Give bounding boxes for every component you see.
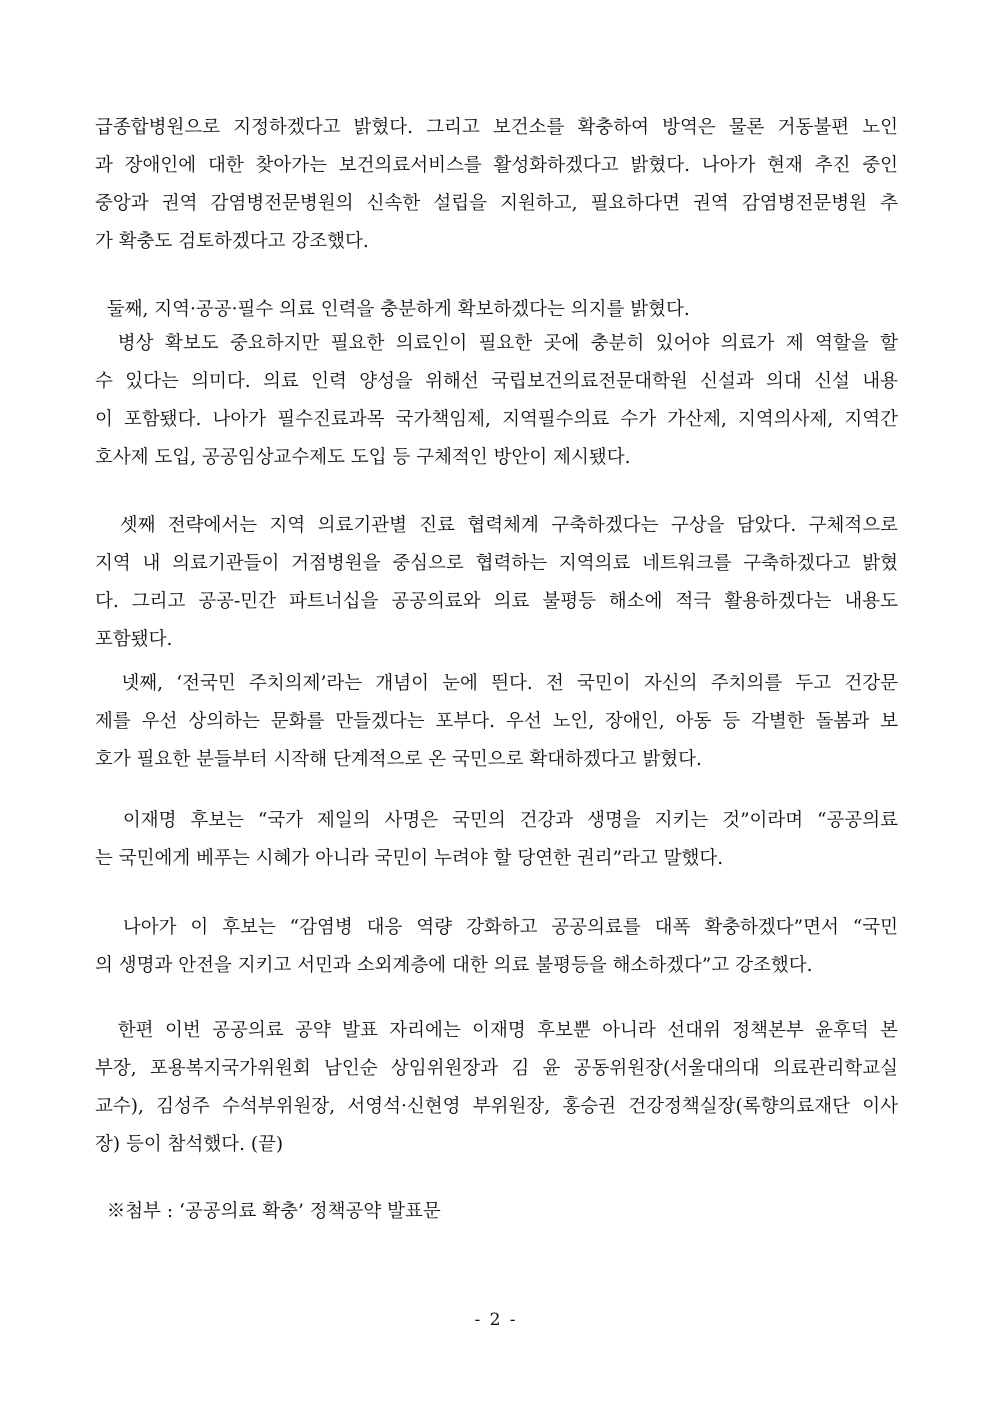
paragraph-7-line-3: 교수), 김성주 수석부위원장, 서영석·신현영 부위원장, 홍승권 건강정책실장(록향의료재단 이사 (95, 1096, 898, 1117)
paragraph-2-line-5: 호사제 도입, 공공임상교수제도 도입 등 구체적인 방안이 제시됐다. (95, 447, 631, 468)
paragraph-5-line-2: 는 국민에게 베푸는 시혜가 아니라 국민이 누려야 할 당연한 권리”라고 말했다. (95, 848, 724, 869)
attachment-note: ※첨부 : ‘공공의료 확충’ 정책공약 발표문 (95, 1201, 441, 1222)
paragraph-5-line-1: 이재명 후보는 “국가 제일의 사명은 국민의 건강과 생명을 지키는 것”이라며 “공공의료 (95, 810, 898, 831)
paragraph-3-line-1: 셋째 전략에서는 지역 의료기관별 진료 협력체계 구축하겠다는 구상을 담았다. 구체적으로 (95, 515, 898, 536)
paragraph-2-line-3: 수 있다는 의미다. 의료 인력 양성을 위해선 국립보건의료전문대학원 신설과 의대 신설 내용 (95, 371, 898, 392)
paragraph-1-line-4: 가 확충도 검토하겠다고 강조했다. (95, 231, 369, 252)
paragraph-6-line-2: 의 생명과 안전을 지키고 서민과 소외계층에 대한 의료 불평등을 해소하겠다”고 강조했다. (95, 955, 813, 976)
paragraph-1-line-3: 중앙과 권역 감염병전문병원의 신속한 설립을 지원하고, 필요하다면 권역 감염병전문병원 추 (95, 193, 898, 214)
paragraph-6-line-1: 나아가 이 후보는 “감염병 대응 역량 강화하고 공공의료를 대폭 확충하겠다”면서 “국민 (95, 917, 898, 938)
paragraph-2-line-4: 이 포함됐다. 나아가 필수진료과목 국가책임제, 지역필수의료 수가 가산제, 지역의사제, 지역간 (95, 409, 898, 430)
paragraph-3-line-3: 다. 그리고 공공-민간 파트너십을 공공의료와 의료 불평등 해소에 적극 활용하겠다는 내용도 (95, 591, 898, 612)
paragraph-3-line-4: 포함됐다. (95, 629, 173, 650)
page-number: - 2 - (474, 1310, 518, 1330)
paragraph-4-line-1: 넷째, ‘전국민 주치의제’라는 개념이 눈에 띈다. 전 국민이 자신의 주치의를 두고 건강문 (95, 673, 898, 694)
paragraph-3-line-2: 지역 내 의료기관들이 거점병원을 중심으로 협력하는 지역의료 네트워크를 구축하겠다고 밝혔 (95, 553, 898, 574)
paragraph-7-line-4: 장) 등이 참석했다. (끝) (95, 1134, 284, 1155)
paragraph-1-line-2: 과 장애인에 대한 찾아가는 보건의료서비스를 활성화하겠다고 밝혔다. 나아가 현재 추진 중인 (95, 155, 898, 176)
paragraph-1-line-1: 급종합병원으로 지정하겠다고 밝혔다. 그리고 보건소를 확충하여 방역은 물론 거동불편 노인 (95, 117, 898, 138)
paragraph-4-line-3: 호가 필요한 분들부터 시작해 단계적으로 온 국민으로 확대하겠다고 밝혔다. (95, 749, 702, 770)
paragraph-2-line-1: 둘째, 지역·공공·필수 의료 인력을 충분하게 확보하겠다는 의지를 밝혔다. (95, 299, 690, 320)
paragraph-7-line-1: 한편 이번 공공의료 공약 발표 자리에는 이재명 후보뿐 아니라 선대위 정책본부 윤후덕 본 (95, 1020, 898, 1041)
paragraph-4-line-2: 제를 우선 상의하는 문화를 만들겠다는 포부다. 우선 노인, 장애인, 아동 등 각별한 돌봄과 보 (95, 711, 898, 732)
paragraph-2-line-2: 병상 확보도 중요하지만 필요한 의료인이 필요한 곳에 충분히 있어야 의료가 제 역할을 할 (95, 333, 898, 354)
paragraph-7-line-2: 부장, 포용복지국가위원회 남인순 상임위원장과 김 윤 공동위원장(서울대의대 의료관리학교실 (95, 1058, 898, 1079)
